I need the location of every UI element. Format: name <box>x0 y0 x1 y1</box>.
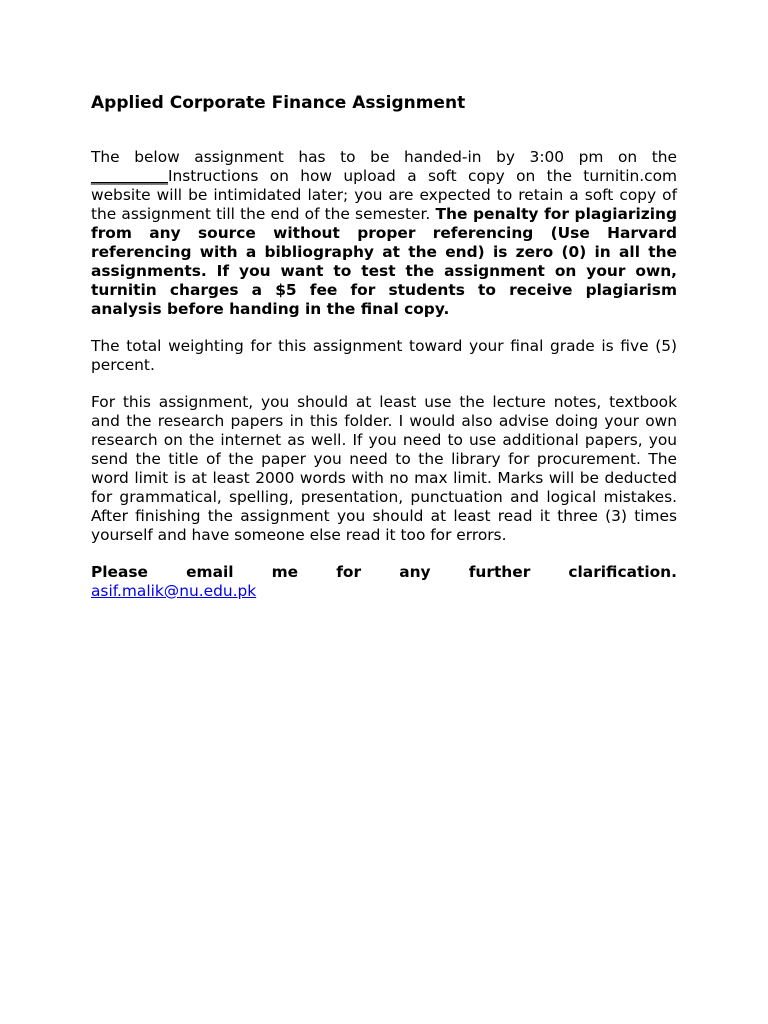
closing-text: Please email me for any further clarification. <box>91 563 677 581</box>
due-date-blank: __________ <box>91 167 168 185</box>
email-link[interactable]: asif.malik@nu.edu.pk <box>91 582 257 600</box>
paragraph-submission-instructions <box>91 148 677 319</box>
closing-block <box>91 563 677 601</box>
paragraph-requirements: For this assignment, you should at least use the lecture notes, textbook and the research papers in this folder. I would also advise doing your own research on the internet as well. If you need to use additional papers, you send the title of the paper you need to the library for procurement. The word limit is at least 2000 words with no max limit. Marks will be deducted for grammatical, spelling, presentation, punctuation and logical mistakes. After finishing the assignment you should at least read it three (3) times yourself and have someone else read it too for errors. <box>91 393 677 544</box>
paragraph-weighting: The total weighting for this assignment toward your final grade is five (5) percent. <box>91 337 677 374</box>
document-title: Applied Corporate Finance Assignment <box>91 93 466 113</box>
plagiarism-penalty-text: The penalty for plagiarizing from any source without proper referencing (Use Harvard referencing with a bibliography at the end) is zero (0) in all the assignments. If you want to test the assignment on your own, turnitin charges a $5 fee for students to receive plagiarism analysis before handing in the final copy. <box>91 205 677 318</box>
submission-text: The below assignment has to be handed-in by 3:00 pm on the <box>91 148 677 166</box>
document-page <box>91 92 677 601</box>
turnitin-text: Instructions on how upload a soft copy on the turnitin.com website will be intimidated later; you are expected to retain a soft copy of the assignment till the end of the semester. <box>91 167 677 223</box>
email-line <box>91 582 677 601</box>
